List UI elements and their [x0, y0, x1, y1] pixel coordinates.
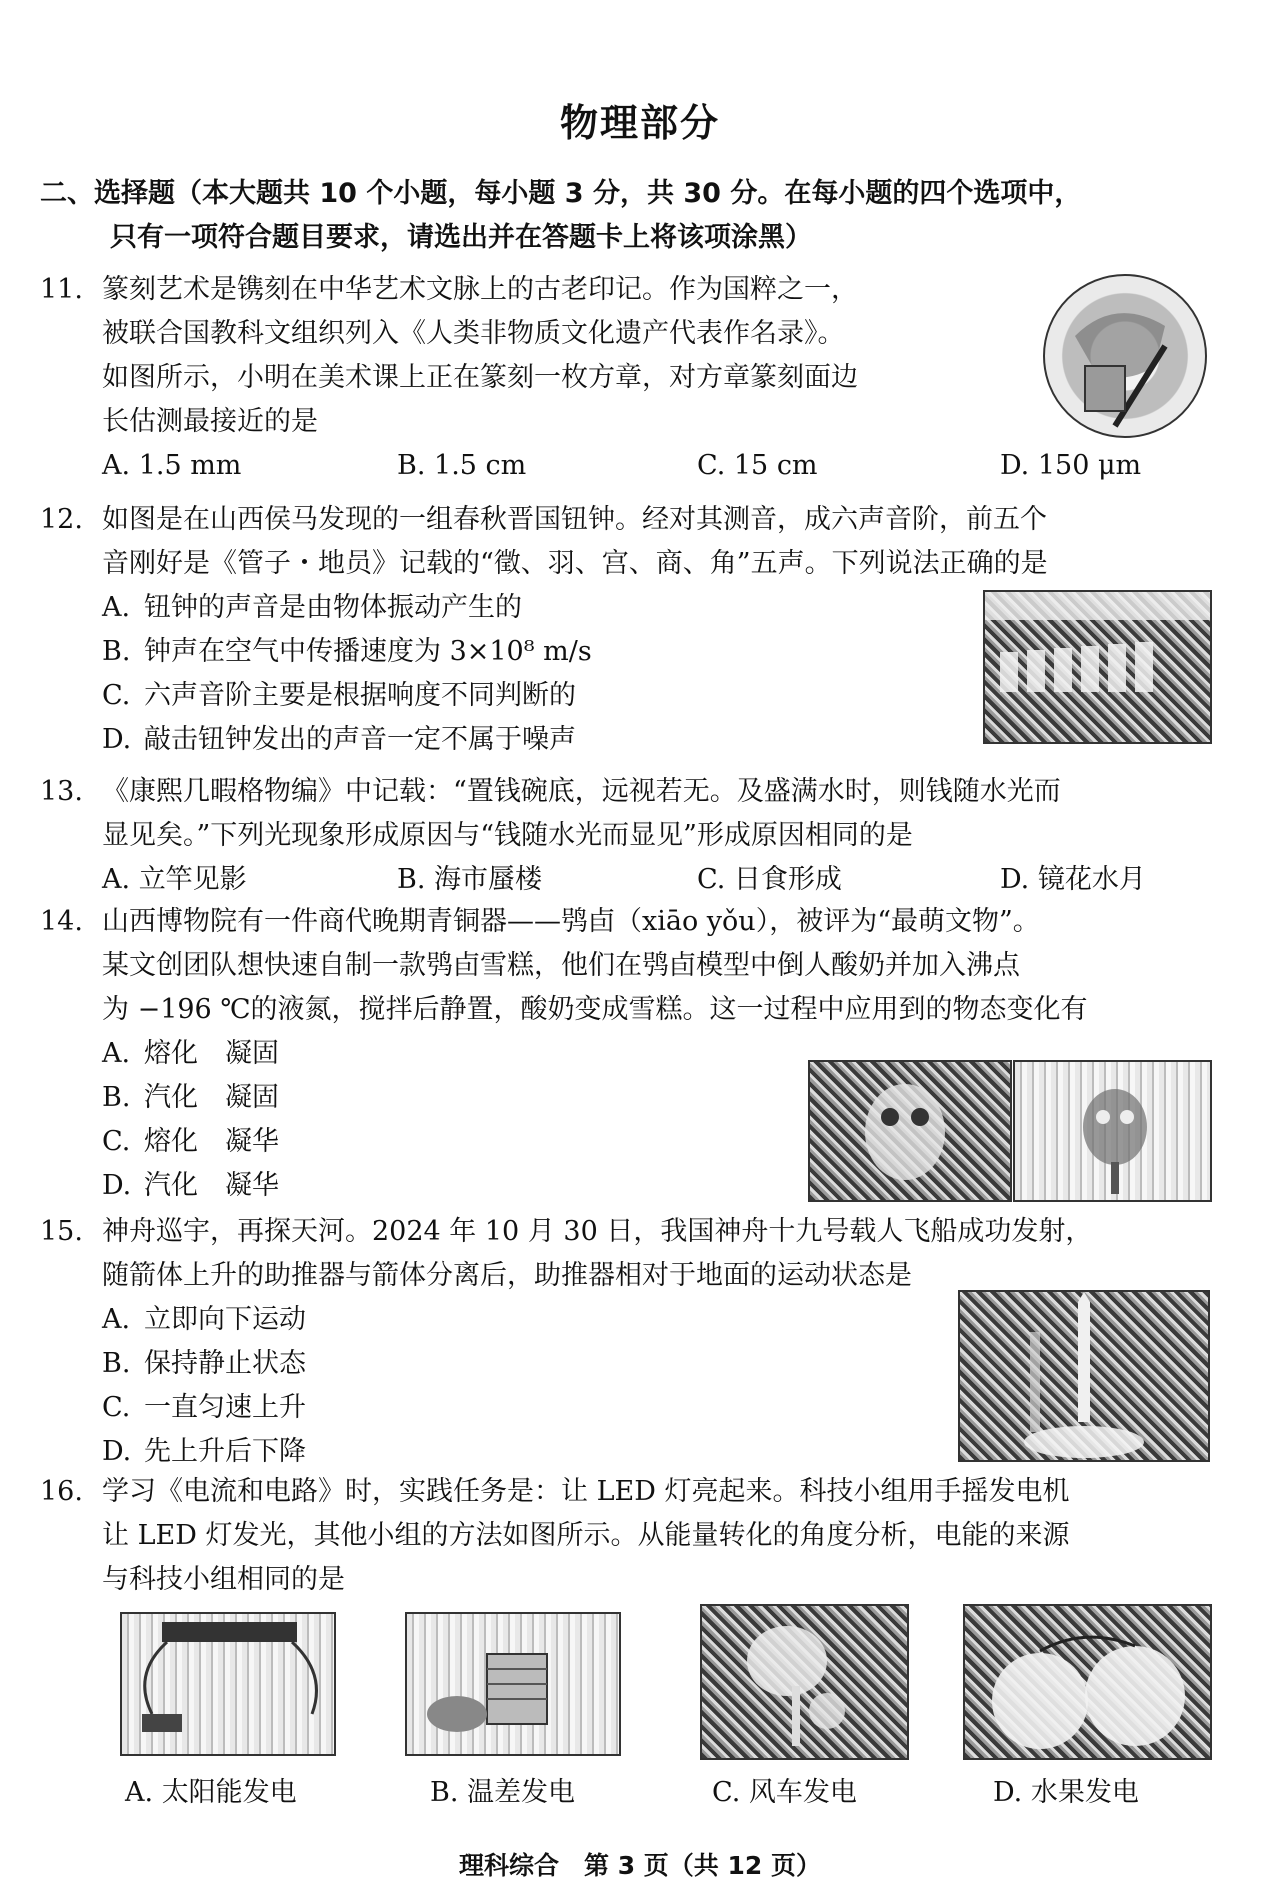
option-a: A. 1.5 mm	[102, 450, 242, 481]
solar-power-photo	[120, 1612, 336, 1756]
thermoelectric-icon	[407, 1614, 619, 1754]
fruit-battery-photo	[963, 1604, 1212, 1760]
option-c: C. 日食形成	[697, 864, 842, 895]
section-heading	[40, 172, 1240, 260]
question-number: 14.	[40, 906, 83, 937]
caption-b: B. 温差发电	[430, 1777, 576, 1808]
option-a: A. 钮钟的声音是由物体振动产生的	[102, 592, 522, 623]
question-text-line: 如图所示，小明在美术课上正在篆刻一枚方章，对方章篆刻面边	[102, 362, 858, 393]
option-a: A. 立竿见影	[102, 864, 247, 895]
option-d: D. 镜花水月	[1000, 864, 1146, 895]
option-d: D. 汽化 凝华	[102, 1170, 279, 1201]
option-b: B. 海市蜃楼	[397, 864, 543, 895]
options-row	[102, 444, 1240, 488]
owl-bronze-icon	[810, 1062, 1010, 1200]
question-text-line: 神舟巡宇，再探天河。2024 年 10 月 30 日，我国神舟十九号载人飞船成功发射，	[102, 1216, 1093, 1247]
question-text-line: 山西博物院有一件商代晚期青铜器——鸮卣（xiāo yǒu），被评为“最萌文物”。	[102, 906, 1040, 937]
section-heading-line-1: 二、选择题（本大题共 10 个小题，每小题 3 分，共 30 分。在每小题的四个选项中，	[40, 178, 1082, 209]
option-d: D. 先上升后下降	[102, 1436, 306, 1467]
question-text-line: 显见矣。”下列光现象形成原因与“钱随水光而显见”形成原因相同的是	[102, 820, 913, 851]
question-text-line: 为 −196 ℃的液氮，搅拌后静置，酸奶变成雪糕。这一过程中应用到的物态变化有	[102, 994, 1088, 1025]
solar-panel-icon	[122, 1614, 334, 1754]
option-d: D. 150 μm	[1000, 450, 1142, 481]
option-c: C. 六声音阶主要是根据响度不同判断的	[102, 680, 576, 711]
option-b: B. 汽化 凝固	[102, 1082, 279, 1113]
thermoelectric-photo	[405, 1612, 621, 1756]
question-text-line: 《康熙几暇格物编》中记载：“置钱碗底，远视若无。及盛满水时，则钱随水光而	[102, 776, 1061, 807]
windmill-photo	[700, 1604, 909, 1760]
hand-carving-icon	[1045, 276, 1205, 436]
rocket-icon	[960, 1292, 1208, 1460]
owl-icecream-icon	[1015, 1062, 1210, 1200]
question-text-line: 学习《电流和电路》时，实践任务是：让 LED 灯亮起来。科技小组用手摇发电机	[102, 1476, 1070, 1507]
windmill-icon	[702, 1606, 907, 1758]
question-text-line: 让 LED 灯发光，其他小组的方法如图所示。从能量转化的角度分析，电能的来源	[102, 1520, 1070, 1551]
question-number: 12.	[40, 504, 83, 535]
question-13	[40, 770, 1240, 902]
chime-bells-icon	[985, 592, 1210, 742]
caption-d: D. 水果发电	[993, 1777, 1139, 1808]
option-b: B. 保持静止状态	[102, 1348, 306, 1379]
bell-set-photo	[983, 590, 1212, 744]
section-heading-line-2: 只有一项符合题目要求，请选出并在答题卡上将该项涂黑）	[110, 222, 812, 253]
option-a: A. 熔化 凝固	[102, 1038, 279, 1069]
caption-a: A. 太阳能发电	[125, 1777, 297, 1808]
owl-icecream-photo	[1013, 1060, 1212, 1202]
page-footer: 理科综合 第 3 页（共 12 页）	[458, 1851, 821, 1880]
question-text-line: 某文创团队想快速自制一款鸮卣雪糕，他们在鸮卣模型中倒人酸奶并加入沸点	[102, 950, 1020, 981]
fruit-icon	[965, 1606, 1210, 1758]
question-text-line: 随箭体上升的助推器与箭体分离后，助推器相对于地面的运动状态是	[102, 1260, 912, 1291]
option-c: C. 熔化 凝华	[102, 1126, 279, 1157]
question-number: 16.	[40, 1476, 83, 1507]
question-number: 13.	[40, 776, 83, 807]
option-a: A. 立即向下运动	[102, 1304, 306, 1335]
rocket-launch-photo	[958, 1290, 1210, 1462]
caption-c: C. 风车发电	[712, 1777, 857, 1808]
question-text-line: 篆刻艺术是镌刻在中华艺术文脉上的古老印记。作为国粹之一，	[102, 274, 858, 305]
options-row	[102, 858, 1240, 902]
question-text-line: 长估测最接近的是	[102, 406, 318, 437]
question-text-line: 音刚好是《管子・地员》记载的“徵、羽、宫、商、角”五声。下列说法正确的是	[102, 548, 1048, 579]
option-b: B. 1.5 cm	[397, 450, 527, 481]
option-c: C. 15 cm	[697, 450, 818, 481]
question-16	[40, 1470, 1240, 1610]
owl-vessel-photo	[808, 1060, 1012, 1202]
page-title: 物理部分	[559, 101, 720, 145]
question-number: 15.	[40, 1216, 83, 1247]
question-text-line: 与科技小组相同的是	[102, 1564, 345, 1595]
question-text-line: 如图是在山西侯马发现的一组春秋晋国钮钟。经对其测音，成六声音阶，前五个	[102, 504, 1047, 535]
seal-carving-photo	[1043, 274, 1207, 438]
option-c: C. 一直匀速上升	[102, 1392, 306, 1423]
option-d: D. 敲击钮钟发出的声音一定不属于噪声	[102, 724, 576, 755]
question-text-line: 被联合国教科文组织列入《人类非物质文化遗产代表作名录》。	[102, 318, 845, 349]
question-number: 11.	[40, 274, 83, 305]
option-b: B. 钟声在空气中传播速度为 3×10⁸ m/s	[102, 636, 592, 667]
